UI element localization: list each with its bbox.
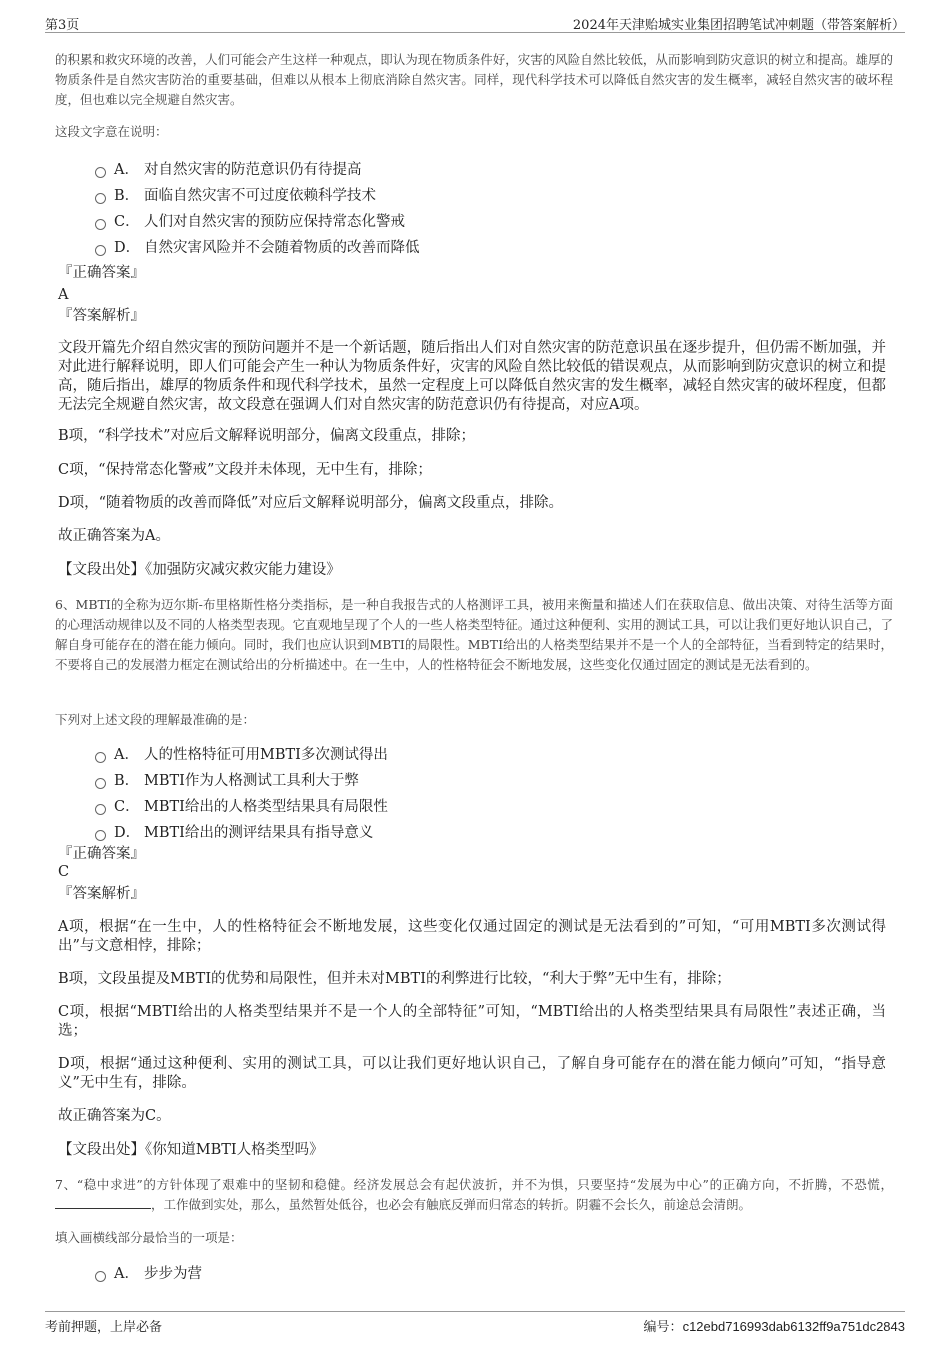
radio-icon[interactable]	[95, 245, 106, 256]
document-code: 编号：c12ebd716993dab6132ff9a751dc2843	[643, 1319, 905, 1335]
q7-passage-after: ，工作做到实处，那么，虽然暂处低谷，也必会有触底反弹而归常态的转折。阴霾不会长久，前途总会清朗。	[151, 1197, 752, 1212]
q5-analysis-label: 『答案解析』	[58, 308, 145, 324]
q7-option-a[interactable]: A． 步步为营	[95, 1261, 202, 1287]
footer-slogan: 考前押题，上岸必备	[45, 1320, 163, 1335]
q6-analysis-a: A项，根据“在一生中，人的性格特征会不断地发展，这些变化仅通过固定的测试是无法看到的”可知，“可用MBTI多次测试得出”与文意相悖，排除；	[58, 919, 886, 954]
radio-icon[interactable]	[95, 1271, 106, 1282]
q5-stem: 这段文字意在说明：	[55, 124, 168, 139]
page-footer	[45, 1311, 905, 1334]
q6-answer-label: 『正确答案』	[58, 846, 145, 862]
page-number: 第3页	[45, 18, 80, 33]
q7-options	[95, 1261, 202, 1287]
q5-analysis-c: C项，“保持常态化警戒”文段并未体现，无中生有，排除；	[58, 462, 432, 478]
q5-analysis-b: B项，“科学技术”对应后文解释说明部分，偏离文段重点，排除；	[58, 428, 475, 444]
q6-analysis-d: D项，根据“通过这种便利、实用的测试工具，可以让我们更好地认识自己，了解自身可能存在的潜在能力倾向”可知，“指导意义”无中生有，排除。	[58, 1056, 886, 1091]
q5-answer-label: 『正确答案』	[58, 265, 145, 281]
radio-icon[interactable]	[95, 193, 106, 204]
q5-answer: A	[58, 287, 69, 303]
radio-icon[interactable]	[95, 830, 106, 841]
q6-conclusion: 故正确答案为C。	[58, 1108, 171, 1124]
q6-source: 【文段出处】《你知道MBTI人格类型吗》	[58, 1142, 324, 1158]
q6-option-c[interactable]: C． MBTI给出的人格类型结果具有局限性	[95, 794, 388, 820]
q6-stem: 下列对上述文段的理解最准确的是：	[55, 712, 256, 727]
q5-source: 【文段出处】《加强防灾减灾救灾能力建设》	[58, 562, 341, 578]
q6-options	[95, 742, 388, 846]
q7-passage	[55, 1175, 893, 1215]
radio-icon[interactable]	[95, 219, 106, 230]
q6-analysis-label: 『答案解析』	[58, 886, 145, 902]
q6-option-b[interactable]: B． MBTI作为人格测试工具利大于弊	[95, 768, 388, 794]
q5-conclusion: 故正确答案为A。	[58, 528, 170, 544]
q6-analysis-c: C项，根据“MBTI给出的人格类型结果并不是一个人的全部特征”可知，“MBTI给出的人格类型结果具有局限性”表述正确，当选；	[58, 1004, 886, 1039]
q5-analysis-d: D项，“随着物质的改善而降低”对应后文解释说明部分，偏离文段重点，排除。	[58, 495, 563, 511]
radio-icon[interactable]	[95, 167, 106, 178]
q5-option-c[interactable]: C． 人们对自然灾害的预防应保持常态化警戒	[95, 209, 420, 235]
q7-stem: 填入画横线部分最恰当的一项是：	[55, 1230, 243, 1245]
radio-icon[interactable]	[95, 752, 106, 763]
radio-icon[interactable]	[95, 804, 106, 815]
q5-options	[95, 157, 420, 261]
document-title: 2024年天津贻城实业集团招聘笔试冲刺题（带答案解析）	[572, 18, 905, 33]
q6-passage: 6、MBTI的全称为迈尔斯-布里格斯性格分类指标，是一种自我报告式的人格测评工具，被用来衡量和描述人们在获取信息、做出决策、对待生活等方面的心理活动规律以及不同的人格类型表现。它直观地呈现了个人的一些人格类型特征。通过这种便利、实用的测试工具，可以让我们更好地认识自己，了解自身可能存在的潜在能力倾向。同时，我们也应认识到MBTI的局限性。MBTI给出的人格类型结果并不是一个人的全部特征，当看到特定的结果时，不要将自己的发展潜力框定在测试给出的分析描述中。在一生中，人的性格特征会不断地发展，这些变化仅通过固定的测试是无法看到的。	[55, 597, 893, 672]
fill-in-blank	[55, 1196, 151, 1209]
q6-analysis-b: B项，文段虽提及MBTI的优势和局限性，但并未对MBTI的利弊进行比较，“利大于弊”无中生有，排除；	[58, 971, 731, 987]
radio-icon[interactable]	[95, 778, 106, 789]
q7-passage-before: 7、“稳中求进”的方针体现了艰难中的坚韧和稳健。经济发展总会有起伏波折，并不为惧，只要坚持“发展为中心”的正确方向，不折腾，不恐慌，	[55, 1177, 893, 1192]
page-header	[45, 14, 905, 33]
q6-option-d[interactable]: D． MBTI给出的测评结果具有指导意义	[95, 820, 388, 846]
q5-analysis-main: 文段开篇先介绍自然灾害的预防问题并不是一个新话题，随后指出人们对自然灾害的防范意识虽在逐步提升，但仍需不断加强，并对此进行解释说明，即人们可能会产生一种认为物质条件好，灾害的风险自然比较低的错误观点，从而影响到防灾意识的树立和提高，随后指出，雄厚的物质条件和现代科学技术，虽然一定程度上可以降低自然灾害的发生概率，减轻自然灾害的破坏程度，但都无法完全规避自然灾害，故文段意在强调人们对自然灾害的防范意识仍有待提高，对应A项。	[58, 340, 886, 413]
q5-passage: 的积累和救灾环境的改善，人们可能会产生这样一种观点，即认为现在物质条件好，灾害的风险自然比较低，从而影响到防灾意识的树立和提高。雄厚的物质条件是自然灾害防治的重要基础，但难以从根本上彻底消除自然灾害。同样，现代科学技术可以降低自然灾害的发生概率，减轻自然灾害的破坏程度，但也难以完全规避自然灾害。	[55, 52, 893, 107]
q5-option-b[interactable]: B． 面临自然灾害不可过度依赖科学技术	[95, 183, 420, 209]
q6-answer: C	[58, 864, 70, 880]
q5-option-a[interactable]: A． 对自然灾害的防范意识仍有待提高	[95, 157, 420, 183]
q5-option-d[interactable]: D． 自然灾害风险并不会随着物质的改善而降低	[95, 235, 420, 261]
q6-option-a[interactable]: A． 人的性格特征可用MBTI多次测试得出	[95, 742, 388, 768]
